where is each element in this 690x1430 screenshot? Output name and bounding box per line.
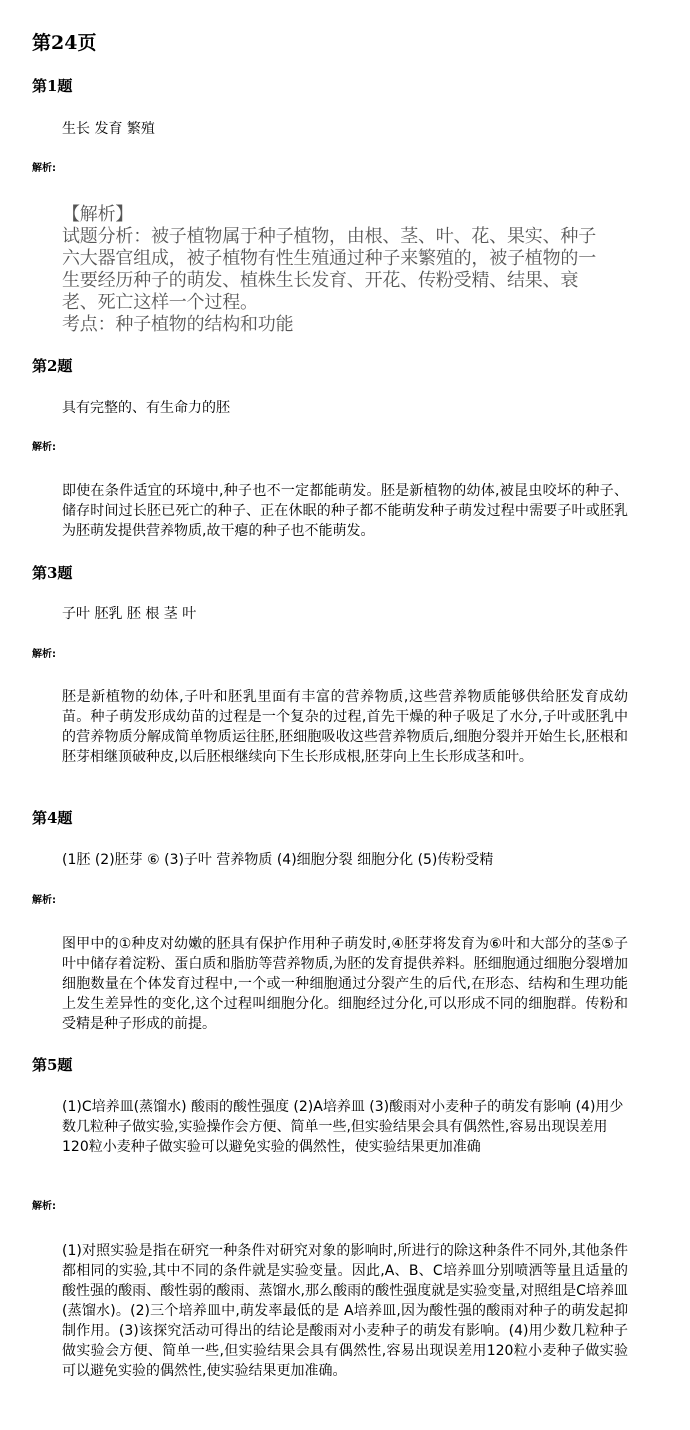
analysis-line: 考点：种子植物的结构和功能 bbox=[62, 314, 294, 335]
question-1-analysis bbox=[62, 204, 668, 336]
question-1-heading: 第1题 bbox=[32, 77, 73, 95]
analysis-line: 试题分析：被子植物属于种子植物，由根、茎、叶、花、果实、种子 bbox=[62, 226, 596, 247]
question-2-analysis-label: 解析: bbox=[32, 442, 56, 453]
question-2-analysis: 即使在条件适宜的环境中,种子也不一定都能萌发。胚是新植物的幼体,被昆虫咬坏的种子、储存时间过长胚已死亡的种子、正在休眠的种子都不能萌发种子萌发过程中需要子叶或胚乳为胚萌发提供营养物质,故干瘪的种子也不能萌发。 bbox=[62, 483, 628, 539]
question-3-analysis: 胚是新植物的幼体,子叶和胚乳里面有丰富的营养物质,这些营养物质能够供给胚发育成幼苗。种子萌发形成幼苗的过程是一个复杂的过程,首先干燥的种子吸足了水分,子叶或胚乳中的营养物质分解成简单物质运往胚,胚细胞吸收这些营养物质后,细胞分裂并开始生长,胚根和胚芽相继顶破种皮,以后胚根继续向下生长形成根,胚芽向上生长形成茎和叶。 bbox=[62, 689, 628, 765]
analysis-line: 【解析】 bbox=[62, 204, 134, 225]
question-2-answer: 具有完整的、有生命力的胚 bbox=[62, 400, 230, 416]
analysis-line: 六大器官组成，被子植物有性生殖通过种子来繁殖的，被子植物的一 bbox=[62, 248, 596, 269]
question-5-analysis: (1)对照实验是指在研究一种条件对研究对象的影响时,所进行的除这种条件不同外,其他条件都相同的实验,其中不同的条件就是实验变量。因此,A、B、C培养皿分别喷洒等量且适量的酸性强的酸雨、酸性弱的酸雨、蒸馏水,那么酸雨的酸性强度就是实验变量,对照组是C培养皿(蒸馏水)。(2)三个培养皿中,萌发率最低的是 A培养皿,因为酸性强的酸雨对种子的萌发起抑制作用。(3)该探究活动可得出的结论是酸雨对小麦种子的萌发有影响。(4)用少数几粒种子做实验会方便、简单一些,但实验结果会具有偶然性,容易出现误差用120粒小麦种子做实验可以避免实验的偶然性,使实验结果更加准确。 bbox=[62, 1243, 628, 1379]
question-3-analysis-label: 解析: bbox=[32, 649, 56, 660]
question-4-answer: (1胚 (2)胚芽 ⑥ (3)子叶 营养物质 (4)细胞分裂 细胞分化 (5)传粉受精 bbox=[62, 852, 494, 868]
question-4-analysis: 图甲中的①种皮对幼嫩的胚具有保护作用种子萌发时,④胚芽将发育为⑥叶和大部分的茎⑤子叶中储存着淀粉、蛋白质和脂肪等营养物质,为胚的发育提供养料。胚细胞通过细胞分裂增加细胞数量在个体发育过程中,一个或一种细胞通过分裂产生的后代,在形态、结构和生理功能上发生差异性的变化,这个过程叫细胞分化。细胞经过分化,可以形成不同的细胞群。传粉和受精是种子形成的前提。 bbox=[62, 936, 628, 1032]
analysis-line: 生要经历种子的萌发、植株生长发育、开花、传粉受精、结果、衰 bbox=[62, 270, 579, 291]
question-4-heading: 第4题 bbox=[32, 809, 73, 827]
question-2-heading: 第2题 bbox=[32, 357, 73, 375]
question-5-heading: 第5题 bbox=[32, 1056, 73, 1074]
question-3-answer: 子叶 胚乳 胚 根 茎 叶 bbox=[62, 606, 197, 622]
analysis-line: 老、死亡这样一个过程。 bbox=[62, 292, 258, 313]
question-1-answer: 生长 发育 繁殖 bbox=[62, 121, 155, 137]
question-1-analysis-label: 解析: bbox=[32, 163, 56, 174]
page-title: 第24页 bbox=[32, 32, 97, 54]
question-5-answer: (1)C培养皿(蒸馏水) 酸雨的酸性强度 (2)A培养皿 (3)酸雨对小麦种子的萌发有影响 (4)用少数几粒种子做实验,实验操作会方便、简单一些,但实验结果会具有偶然性,容易出现误差用120粒小麦种子做实验可以避免实验的偶然性，使实验结果更加准确 bbox=[62, 1099, 624, 1155]
question-4-analysis-label: 解析: bbox=[32, 895, 56, 906]
question-5-analysis-label: 解析: bbox=[32, 1201, 56, 1212]
question-3-heading: 第3题 bbox=[32, 564, 73, 582]
